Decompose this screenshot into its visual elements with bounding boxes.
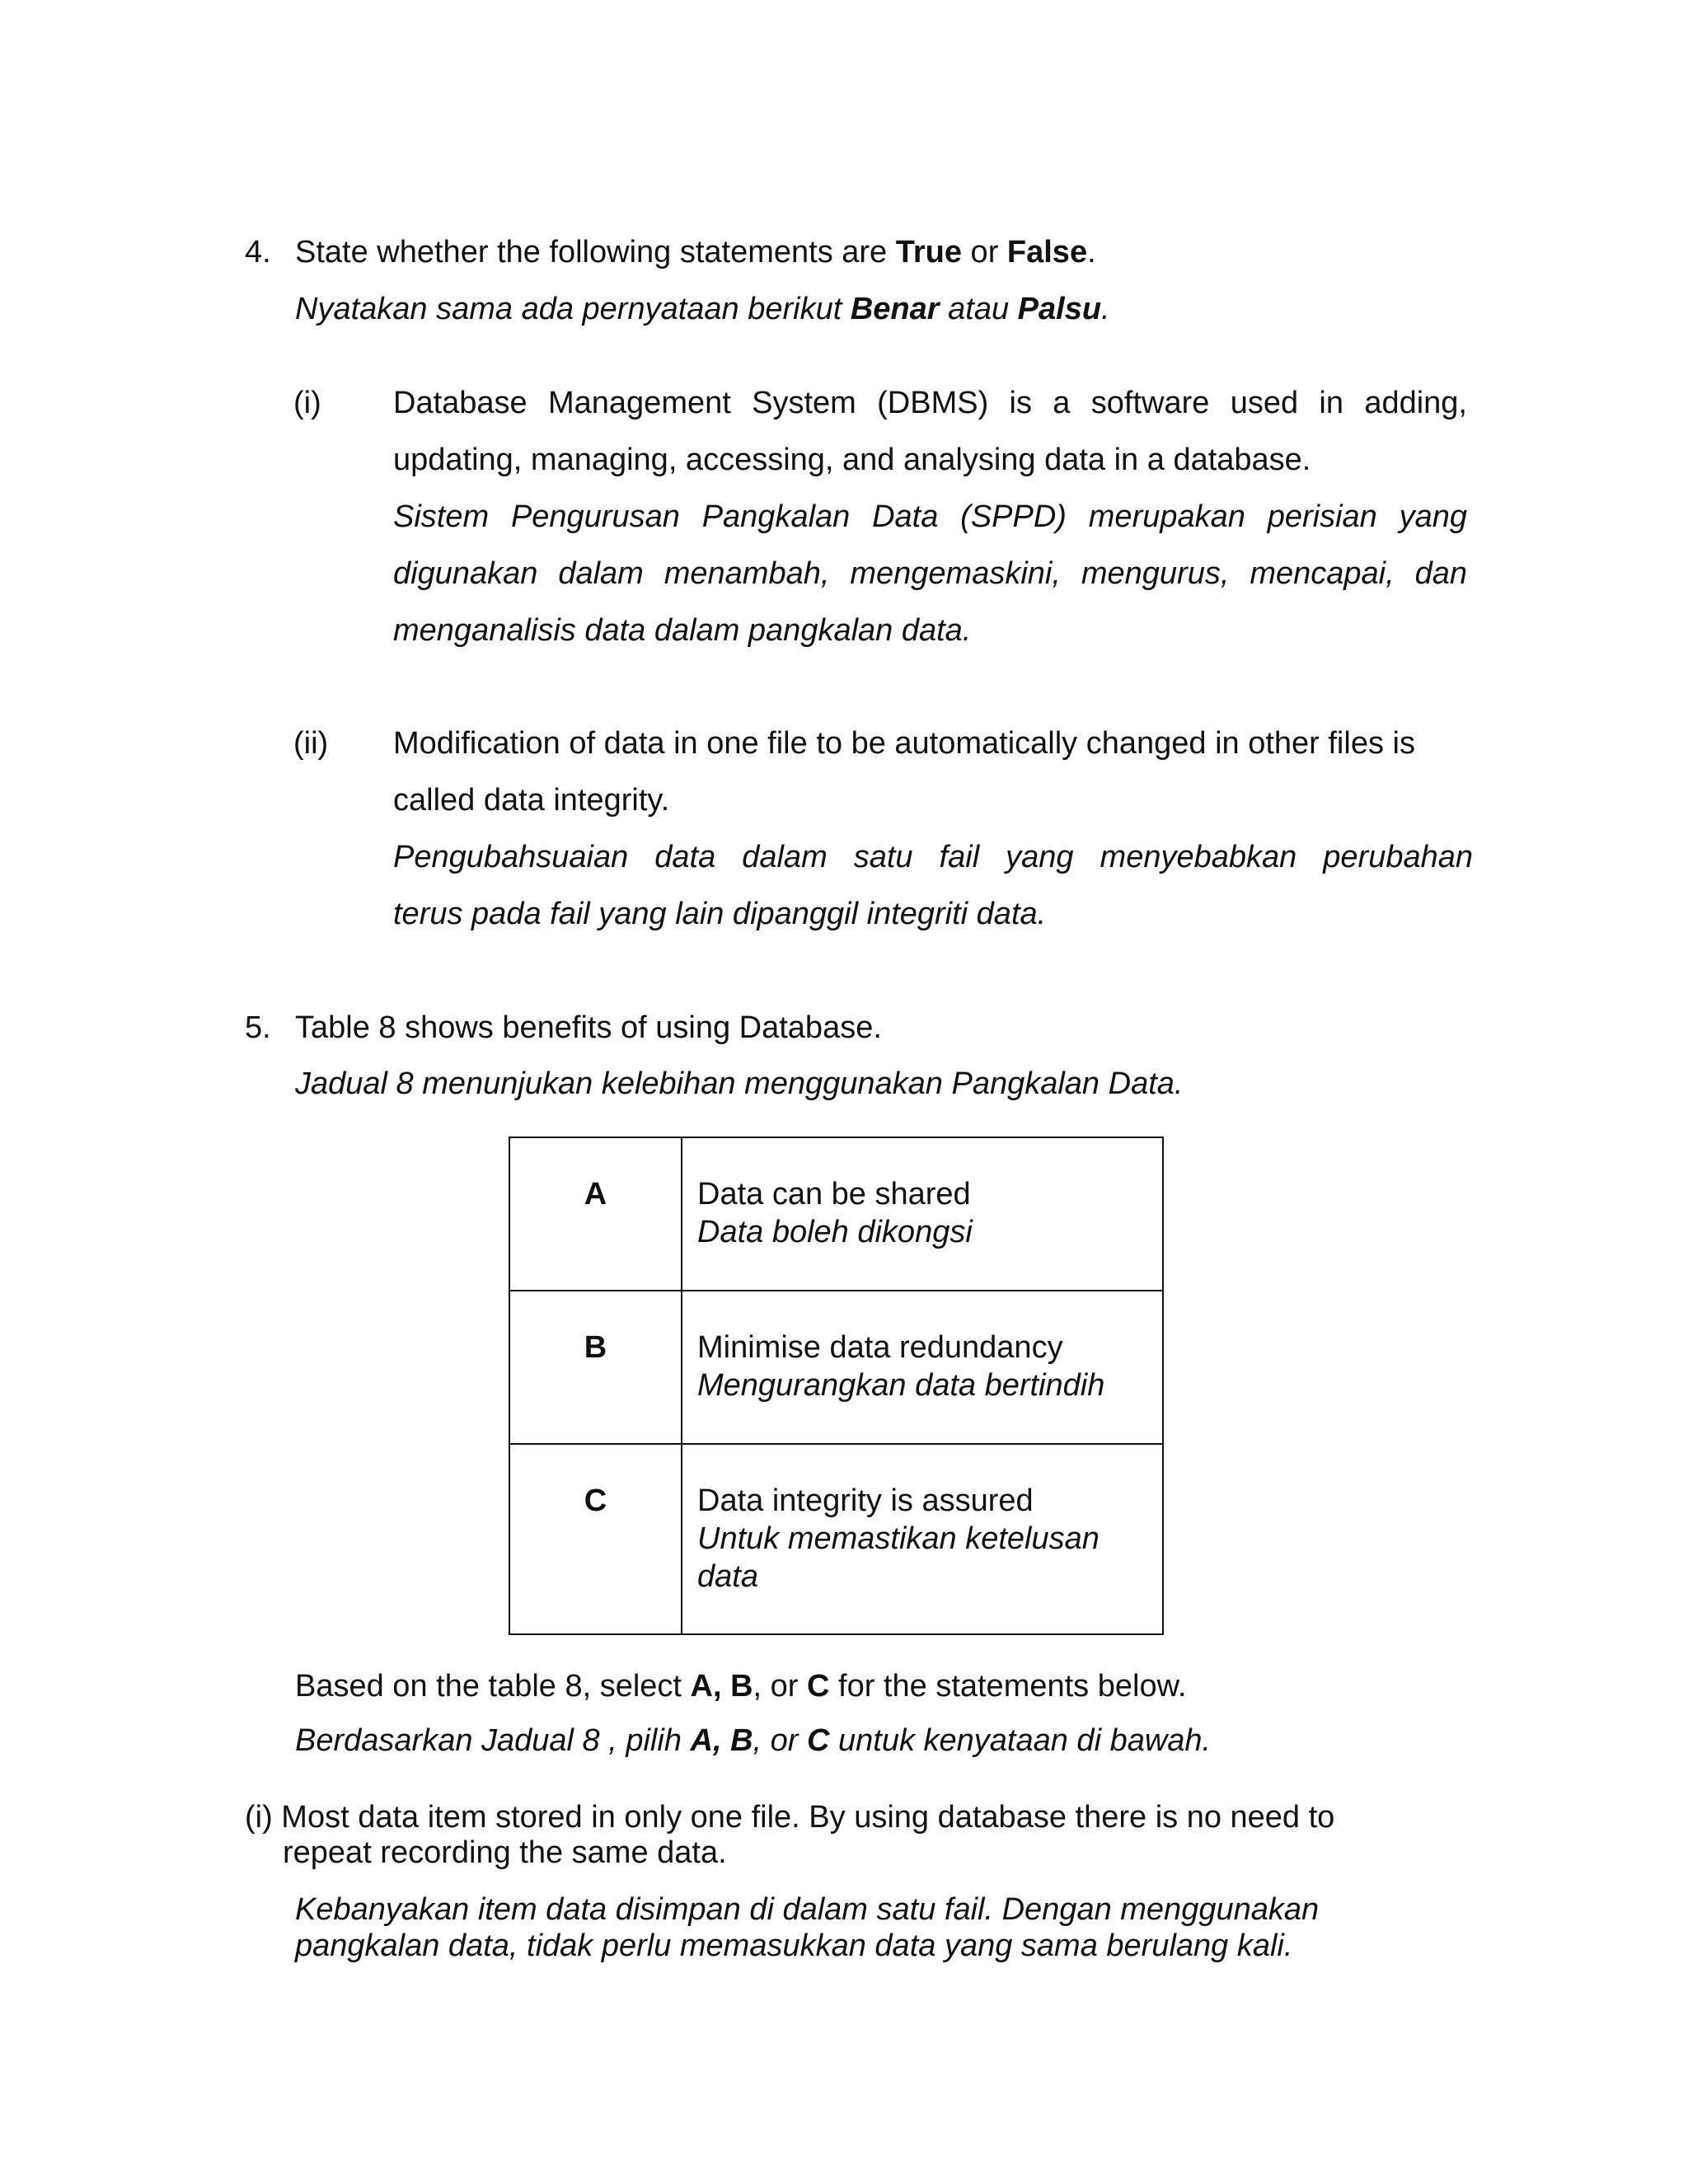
q4-i-en-line-2: updating, managing, accessing, and analysing data in a database. (393, 443, 1311, 477)
table-cell-code: B (509, 1291, 682, 1444)
q5-ms-c: C (806, 1723, 830, 1758)
table-row (509, 1444, 1163, 1634)
q5-ms-ab: A, B (690, 1723, 753, 1758)
q4-ii-ms-line-1: Pengubahsuaian data dalam satu fail yang menyebabkan perubahan (393, 840, 1473, 874)
question-5-intro-ms: Jadual 8 menunjukan kelebihan menggunakan Pangkalan Data. (295, 1066, 1184, 1101)
table-cell-code: A (509, 1137, 682, 1291)
q4-ii-en-line-2: called data integrity. (393, 783, 670, 818)
q4-en-false: False (1006, 235, 1088, 269)
table-cell-code: C (509, 1444, 682, 1634)
benefits-table (509, 1137, 1164, 1635)
q4-i-ms-line-2: digunakan dalam menambah, mengemaskini, mengurus, mencapai, dan (393, 556, 1467, 591)
table-cell-description (682, 1137, 1163, 1291)
benefit-ms-line-2: data (697, 1559, 758, 1594)
q4-ms-benar: Benar (850, 292, 940, 326)
q4-en-text-1: State whether the following statements are (295, 235, 896, 269)
q5-ms-text-3: untuk kenyataan di bawah. (829, 1723, 1212, 1758)
benefit-en: Minimise data redundancy (697, 1330, 1063, 1365)
q5-en-text-1: Based on the table 8, select (295, 1669, 691, 1704)
table-cell-description (682, 1444, 1163, 1634)
question-4-instruction-ms (295, 290, 1110, 328)
q5-i-en-line-1: (i) Most data item stored in only one file. By using database there is no need to (245, 1800, 1335, 1835)
q4-en-true: True (895, 235, 962, 269)
q5-select-instruction-ms (295, 1722, 1211, 1760)
q5-en-ab: A, B (690, 1669, 753, 1704)
q4-en-text-3: . (1087, 235, 1096, 269)
question-4-instruction-en (295, 233, 1096, 271)
q5-ms-text-2: , or (753, 1723, 807, 1758)
table-row (509, 1137, 1163, 1291)
q4-ms-palsu: Palsu (1017, 292, 1102, 326)
q4-i-ms-line-1: Sistem Pengurusan Pangkalan Data (SPPD) merupakan perisian yang (393, 499, 1467, 534)
table-row (509, 1291, 1163, 1444)
q5-ms-text-1: Berdasarkan Jadual 8 , pilih (295, 1723, 691, 1758)
benefit-ms: Mengurangkan data bertindih (697, 1368, 1105, 1403)
q4-i-ms-line-3: menganalisis data dalam pangkalan data. (393, 613, 972, 648)
q5-i-en-line-2: repeat recording the same data. (283, 1835, 727, 1870)
q4-ii-ms-line-2: terus pada fail yang lain dipanggil integriti data. (393, 897, 1047, 931)
benefit-ms: Data boleh dikongsi (697, 1215, 973, 1249)
q5-en-text-3: for the statements below. (829, 1669, 1187, 1704)
question-5-number: 5. (245, 1010, 271, 1045)
benefit-en: Data can be shared (697, 1177, 971, 1212)
q4-ms-text-2: atau (939, 292, 1018, 326)
q4-ii-en-line-1: Modification of data in one file to be automatically changed in other files is (393, 726, 1415, 761)
benefit-ms-line-1: Untuk memastikan ketelusan (697, 1521, 1100, 1556)
q4-ii-label: (ii) (293, 726, 329, 761)
q5-select-instruction-en (295, 1667, 1186, 1705)
q4-en-text-2: or (962, 235, 1007, 269)
q4-i-label: (i) (293, 386, 321, 420)
q5-i-ms-line-2: pangkalan data, tidak perlu memasukkan data yang sama berulang kali. (295, 1929, 1293, 1963)
question-4-number: 4. (245, 235, 271, 269)
q5-en-c: C (807, 1669, 830, 1704)
q5-i-ms-line-1: Kebanyakan item data disimpan di dalam satu fail. Dengan menggunakan (295, 1892, 1320, 1927)
q4-i-en-line-1: Database Management System (DBMS) is a software used in adding, (393, 386, 1467, 420)
q5-en-text-2: , or (753, 1669, 808, 1704)
benefit-en: Data integrity is assured (697, 1483, 1034, 1518)
table-cell-description (682, 1291, 1163, 1444)
question-5-intro-en: Table 8 shows benefits of using Database. (295, 1010, 882, 1045)
q4-ms-text-3: . (1101, 292, 1110, 326)
q4-ms-text-1: Nyatakan sama ada pernyataan berikut (295, 292, 851, 326)
